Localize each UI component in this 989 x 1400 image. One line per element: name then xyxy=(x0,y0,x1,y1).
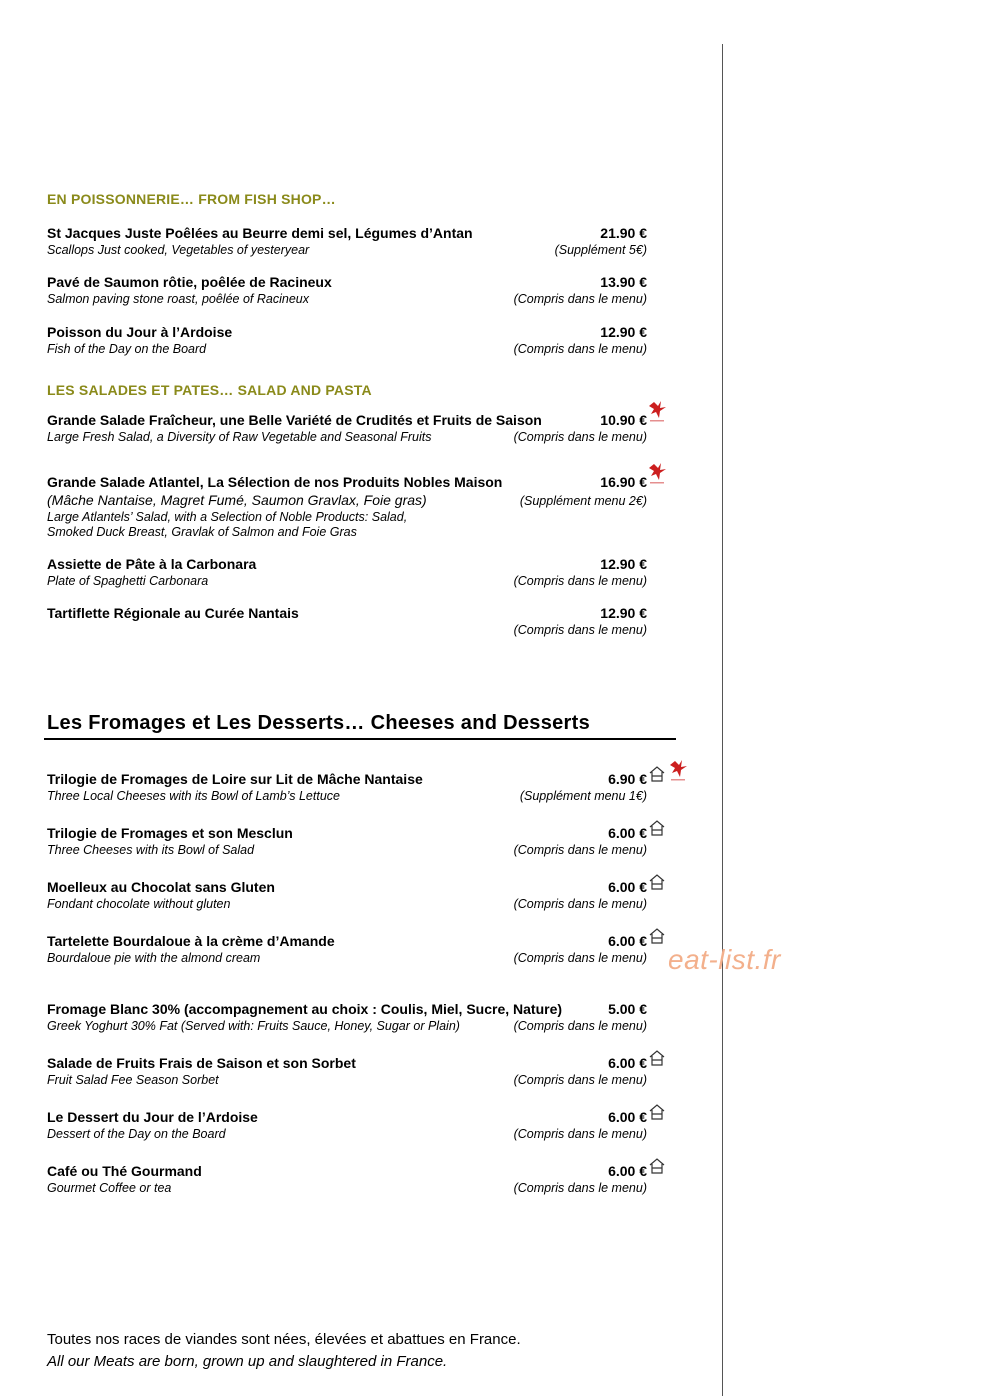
heading-underline xyxy=(44,738,676,740)
item-name: Moelleux au Chocolat sans Gluten xyxy=(47,879,275,895)
item-translation: Plate of Spaghetti Carbonara xyxy=(47,574,209,588)
item-name: Le Dessert du Jour de l’Ardoise xyxy=(47,1109,258,1125)
item-name: Tartiflette Régionale au Curée Nantais xyxy=(47,605,299,621)
item-name: Assiette de Pâte à la Carbonara xyxy=(47,556,257,572)
chef-icon xyxy=(646,400,668,424)
item-menu-note: (Supplément menu 2€) xyxy=(514,493,647,509)
item-price: 10.90 € xyxy=(594,412,647,429)
item-menu-note: (Compris dans le menu) xyxy=(508,1180,647,1196)
chef-icon xyxy=(667,759,689,783)
item-menu-note: (Compris dans le menu) xyxy=(508,1018,647,1034)
item-name: Salade de Fruits Frais de Saison et son Sorbet xyxy=(47,1055,356,1071)
item-translation: Salmon paving stone roast, poêlée of Racineux xyxy=(47,292,309,306)
menu-item xyxy=(47,933,647,966)
item-price: 12.90 € xyxy=(594,556,647,573)
item-translation: Three Cheeses with its Bowl of Salad xyxy=(47,843,255,857)
item-translation: Dessert of the Day on the Board xyxy=(47,1127,226,1141)
house-icon xyxy=(649,1158,665,1174)
item-menu-note: (Compris dans le menu) xyxy=(508,1126,647,1142)
menu-item xyxy=(47,1109,647,1142)
item-price: 6.00 € xyxy=(602,1055,647,1072)
item-translation: Fondant chocolate without gluten xyxy=(47,897,231,911)
item-name: Grande Salade Fraîcheur, une Belle Variété de Crudités et Fruits de Saison xyxy=(47,412,542,428)
section-heading-salad: LES SALADES ET PATES… SALAD AND PASTA xyxy=(47,382,372,398)
house-icon xyxy=(649,874,665,890)
item-menu-note: (Compris dans le menu) xyxy=(508,842,647,858)
menu-item xyxy=(47,879,647,912)
footer-note-en: All our Meats are born, grown up and slaughtered in France. xyxy=(47,1353,448,1370)
item-translation: Large Atlantels’ Salad, with a Selection of Noble Products: Salad, xyxy=(47,510,408,524)
menu-item xyxy=(47,274,647,307)
house-icon xyxy=(649,928,665,944)
item-translation: Smoked Duck Breast, Gravlak of Salmon and Foie Gras xyxy=(47,525,357,539)
item-menu-note: (Compris dans le menu) xyxy=(508,573,647,589)
menu-item xyxy=(47,474,647,540)
section-heading-fish: EN POISSONNERIE… FROM FISH SHOP… xyxy=(47,191,336,207)
footer-note-fr: Toutes nos races de viandes sont nées, élevées et abattues en France. xyxy=(47,1331,521,1348)
item-ingredients: (Mâche Nantaise, Magret Fumé, Saumon Gravlax, Foie gras) xyxy=(47,492,427,508)
item-price: 6.00 € xyxy=(602,1109,647,1126)
item-menu-note: (Compris dans le menu) xyxy=(508,1072,647,1088)
item-name: Café ou Thé Gourmand xyxy=(47,1163,202,1179)
menu-item xyxy=(47,225,647,258)
item-name: Tartelette Bourdaloue à la crème d’Amande xyxy=(47,933,335,949)
menu-item xyxy=(47,1055,647,1088)
item-menu-note: (Compris dans le menu) xyxy=(508,429,647,445)
item-name: Poisson du Jour à l’Ardoise xyxy=(47,324,233,340)
item-price: 6.00 € xyxy=(602,1163,647,1180)
item-name: Fromage Blanc 30% (accompagnement au choix : Coulis, Miel, Sucre, Nature) xyxy=(47,1001,563,1017)
house-icon xyxy=(649,766,665,782)
item-name: Grande Salade Atlantel, La Sélection de nos Produits Nobles Maison xyxy=(47,474,503,490)
menu-item xyxy=(47,1163,647,1196)
item-translation: Bourdaloue pie with the almond cream xyxy=(47,951,261,965)
house-icon xyxy=(649,1104,665,1120)
item-menu-note: (Supplément 5€) xyxy=(549,242,647,258)
item-price: 6.00 € xyxy=(602,825,647,842)
item-menu-note: (Compris dans le menu) xyxy=(508,341,647,357)
item-translation: Three Local Cheeses with its Bowl of Lamb’s Lettuce xyxy=(47,789,340,803)
menu-item xyxy=(47,825,647,858)
section-heading-desserts: Les Fromages et Les Desserts… Cheeses and Desserts xyxy=(47,712,591,734)
item-name: Trilogie de Fromages de Loire sur Lit de Mâche Nantaise xyxy=(47,771,423,787)
item-price: 16.90 € xyxy=(594,474,647,491)
item-price: 6.00 € xyxy=(602,933,647,950)
menu-item xyxy=(47,605,647,637)
item-price: 12.90 € xyxy=(594,605,647,622)
menu-item xyxy=(47,412,647,445)
watermark: eat-list.fr xyxy=(668,944,781,975)
menu-item xyxy=(47,556,647,589)
chef-icon xyxy=(646,462,668,486)
item-price: 6.00 € xyxy=(602,879,647,896)
item-name: Pavé de Saumon rôtie, poêlée de Racineux xyxy=(47,274,332,290)
item-menu-note: (Compris dans le menu) xyxy=(508,896,647,912)
item-menu-note: (Compris dans le menu) xyxy=(508,291,647,307)
page-divider xyxy=(722,44,723,1396)
item-menu-note: (Compris dans le menu) xyxy=(508,950,647,966)
menu-item xyxy=(47,324,647,357)
house-icon xyxy=(649,1050,665,1066)
item-menu-note: (Compris dans le menu) xyxy=(508,622,647,638)
menu-item xyxy=(47,1001,647,1034)
item-translation: Fish of the Day on the Board xyxy=(47,342,207,356)
item-translation: Greek Yoghurt 30% Fat (Served with: Fruits Sauce, Honey, Sugar or Plain) xyxy=(47,1019,460,1033)
item-translation: Scallops Just cooked, Vegetables of yesteryear xyxy=(47,243,310,257)
item-price: 5.00 € xyxy=(602,1001,647,1018)
item-name: Trilogie de Fromages et son Mesclun xyxy=(47,825,293,841)
item-price: 6.90 € xyxy=(602,771,647,788)
item-translation: Fruit Salad Fee Season Sorbet xyxy=(47,1073,219,1087)
menu-item xyxy=(47,771,647,804)
item-translation: Large Fresh Salad, a Diversity of Raw Vegetable and Seasonal Fruits xyxy=(47,430,432,444)
item-menu-note: (Supplément menu 1€) xyxy=(514,788,647,804)
item-price: 12.90 € xyxy=(594,324,647,341)
item-price: 13.90 € xyxy=(594,274,647,291)
item-name: St Jacques Juste Poêlées au Beurre demi sel, Légumes d’Antan xyxy=(47,225,473,241)
item-price: 21.90 € xyxy=(594,225,647,242)
item-translation: Gourmet Coffee or tea xyxy=(47,1181,172,1195)
house-icon xyxy=(649,820,665,836)
